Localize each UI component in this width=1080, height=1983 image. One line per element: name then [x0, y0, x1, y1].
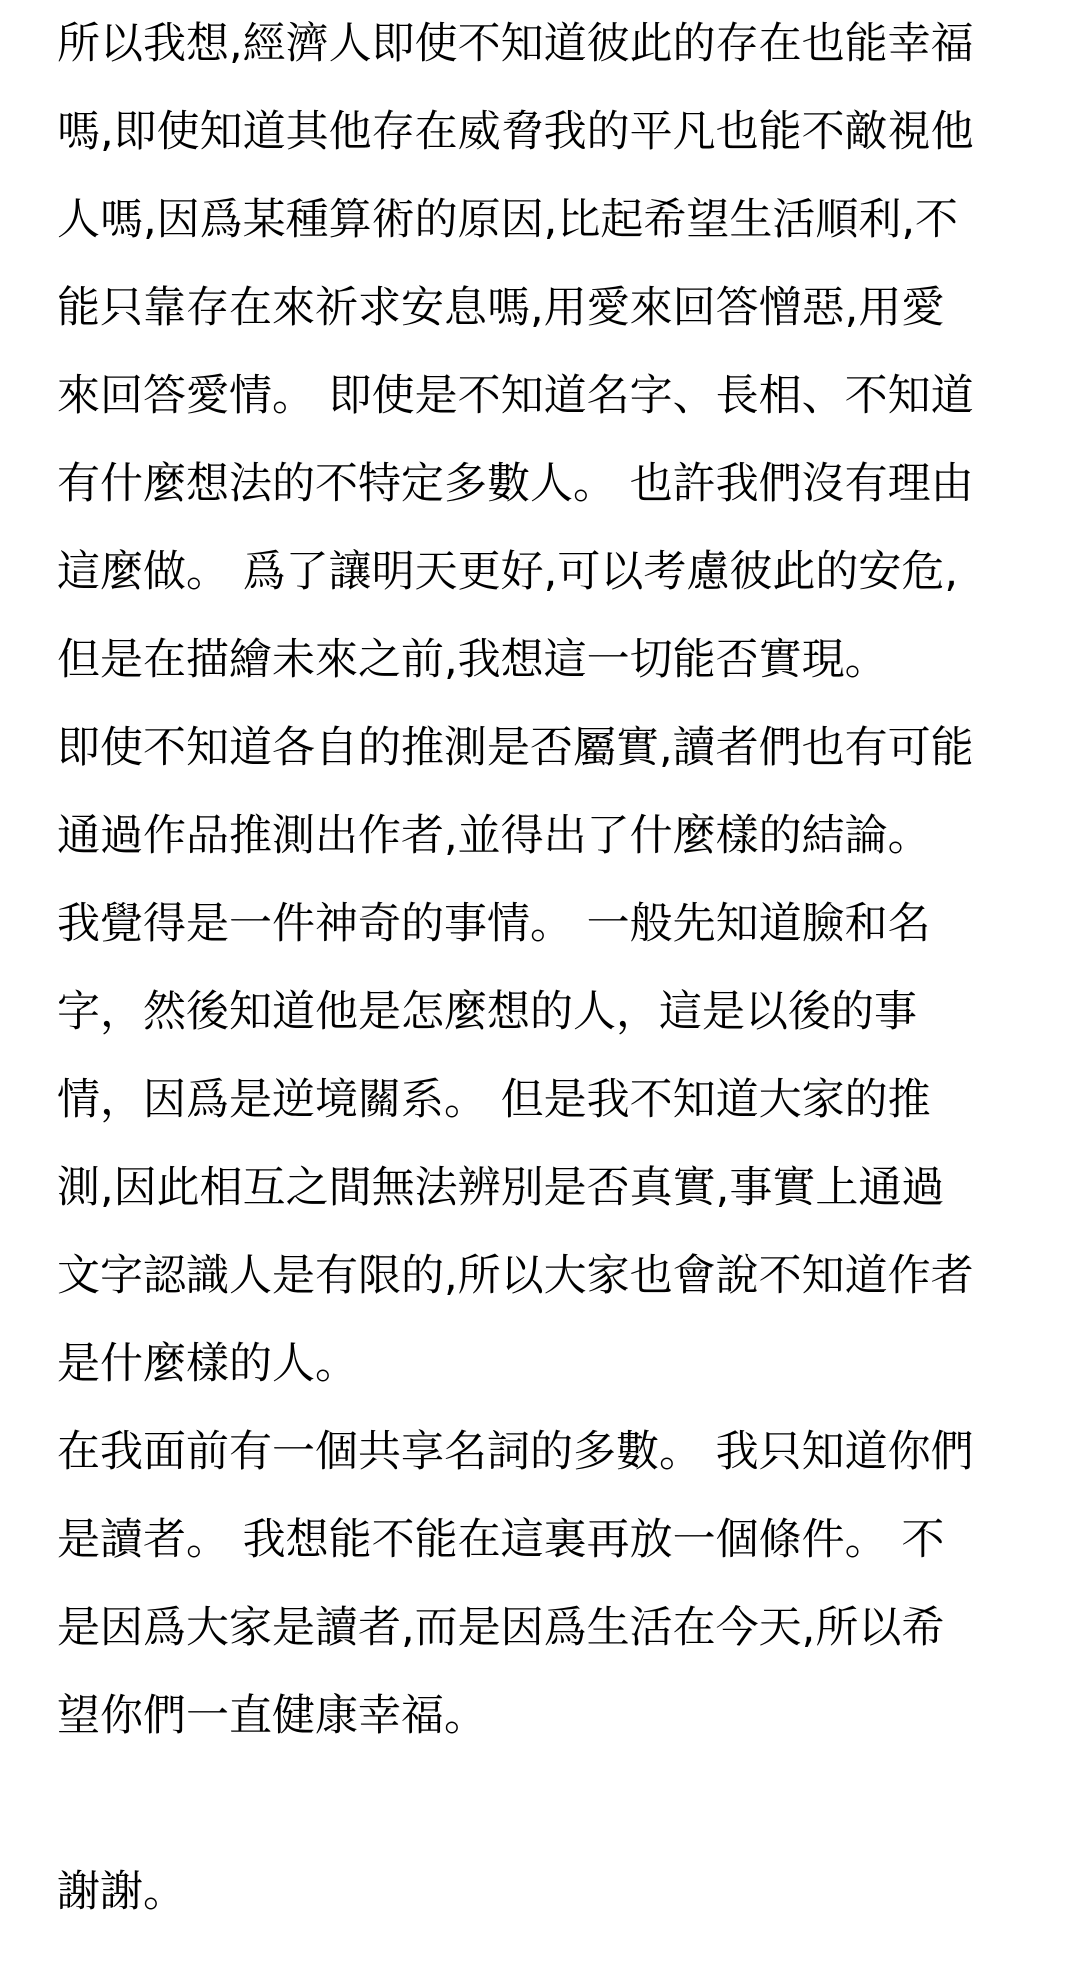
text-line: 望你們一直健康幸福。	[57, 1691, 487, 1741]
article-body	[57, 0, 1047, 1936]
blank-line	[57, 1760, 1047, 1848]
text-line: 情，因爲是逆境關系。 但是我不知道大家的推	[57, 1075, 931, 1125]
text-line: 嗎,即使知道其他存在威脅我的平凡也能不敵視他	[57, 107, 974, 157]
text-line: 但是在描繪未來之前,我想這一切能否實現。	[57, 635, 888, 685]
text-line: 是因爲大家是讀者,而是因爲生活在今天,所以希	[57, 1603, 945, 1653]
text-line: 我覺得是一件神奇的事情。 一般先知道臉和名	[57, 899, 931, 949]
paragraph-3	[57, 880, 1047, 1408]
text-line: 文字認識人是有限的,所以大家也會說不知道作者	[57, 1251, 974, 1301]
text-line: 有什麼想法的不特定多數人。 也許我們沒有理由	[57, 459, 974, 509]
text-line: 通過作品推測出作者,並得出了什麼樣的結論。	[57, 811, 931, 861]
text-line: 即使不知道各自的推測是否屬實,讀者們也有可能	[57, 723, 974, 773]
text-line: 來回答愛情。 即使是不知道名字、長相、不知道	[57, 371, 974, 421]
text-line: 所以我想,經濟人即使不知道彼此的存在也能幸福	[57, 19, 974, 69]
paragraph-2	[57, 704, 1047, 880]
text-line: 這麼做。 爲了讓明天更好,可以考慮彼此的安危,	[57, 547, 959, 597]
paragraph-1	[57, 0, 1047, 704]
text-line: 字，然後知道他是怎麼想的人，這是以後的事	[57, 987, 917, 1037]
text-line: 是什麼樣的人。	[57, 1339, 358, 1389]
closing-line: 謝謝。	[57, 1867, 186, 1917]
text-line: 測,因此相互之間無法辨別是否真實,事實上通過	[57, 1163, 945, 1213]
text-line: 是讀者。 我想能不能在這裏再放一個條件。 不	[57, 1515, 945, 1565]
text-line: 在我面前有一個共享名詞的多數。 我只知道你們	[57, 1427, 974, 1477]
text-line: 能只靠存在來祈求安息嗎,用愛來回答憎惡,用愛	[57, 283, 945, 333]
closing-paragraph	[57, 1848, 1047, 1936]
text-line: 人嗎,因爲某種算術的原因,比起希望生活順利,不	[57, 195, 959, 245]
paragraph-4	[57, 1408, 1047, 1760]
